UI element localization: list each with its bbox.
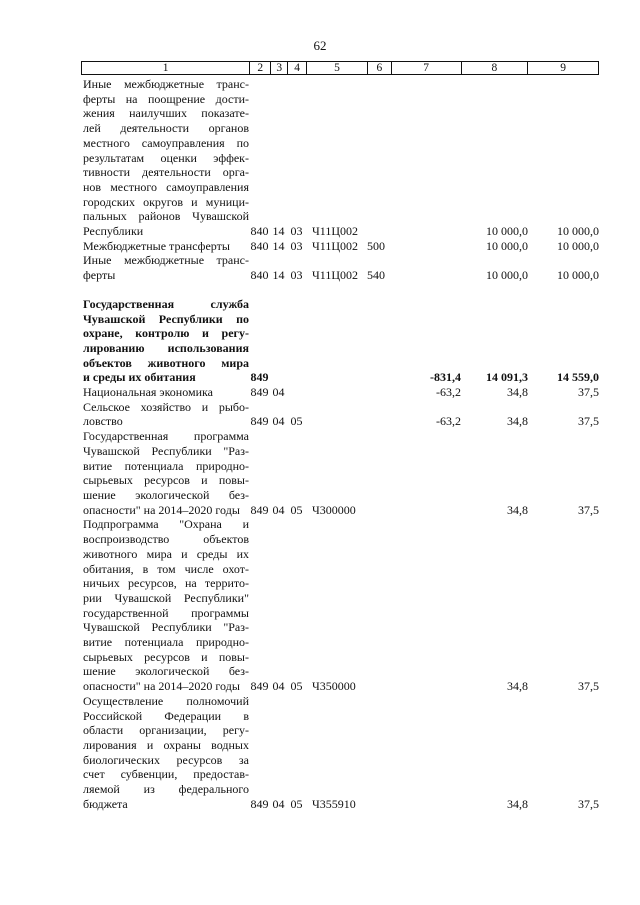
- cell-col-9: 37,5: [578, 414, 599, 429]
- cell-col-2: 849: [250, 679, 269, 694]
- cell-col-9: 10 000,0: [557, 268, 599, 283]
- cell-col-8: 34,8: [507, 414, 528, 429]
- description-line: сырьевых ресурсов и повы-: [83, 649, 249, 664]
- cell-col-5: Ч300000: [312, 502, 356, 517]
- description-line: пальных районов Чувашской: [83, 209, 249, 224]
- cell-col-4: 03: [290, 238, 303, 253]
- description-line: местного самоуправления по: [83, 135, 249, 150]
- column-header: 8: [461, 62, 528, 74]
- description-line: охране, контролю и регу-: [83, 326, 249, 341]
- description-line: витие потенциала природно-: [83, 635, 249, 650]
- description-line: шение экологической без-: [83, 664, 249, 679]
- description-line: обитания, в том числе охот-: [83, 561, 249, 576]
- description-line: лей деятельности органов: [83, 121, 249, 136]
- column-header: 9: [527, 62, 598, 74]
- row-description: [81, 385, 249, 400]
- description-line: лирования и охраны водных: [83, 737, 249, 752]
- cell-col-8: 34,8: [507, 679, 528, 694]
- description-line: ляемой из федерального: [83, 782, 249, 797]
- description-line: животного мира и среды их: [83, 546, 249, 561]
- cell-col-6: 500: [367, 238, 385, 253]
- cell-col-3: 04: [272, 385, 285, 400]
- description-line: Республики: [83, 224, 144, 239]
- description-line: Государственная программа: [83, 429, 249, 444]
- description-line: Национальная экономика: [83, 385, 213, 400]
- cell-col-2: 849: [250, 370, 269, 385]
- cell-col-4: 05: [290, 679, 303, 694]
- cell-col-4: 05: [290, 414, 303, 429]
- table-row: [81, 385, 599, 400]
- row-description: [81, 253, 249, 282]
- table-row: [81, 77, 599, 239]
- cell-col-3: 04: [272, 502, 285, 517]
- cell-col-8: 10 000,0: [486, 224, 528, 239]
- cell-col-3: 04: [272, 414, 285, 429]
- table-row: [81, 694, 599, 812]
- page-number: 62: [313, 38, 327, 53]
- cell-col-5: Ч11Ц002: [312, 224, 359, 239]
- cell-col-2: 849: [250, 385, 269, 400]
- cell-col-9: 10 000,0: [557, 238, 599, 253]
- description-line: ферты на поощрение дости-: [83, 91, 249, 106]
- description-line: витие потенциала природно-: [83, 458, 249, 473]
- description-line: Подпрограмма "Охрана и: [83, 517, 249, 532]
- cell-col-5: Ч11Ц002: [312, 268, 359, 283]
- cell-col-5: Ч350000: [312, 679, 356, 694]
- row-description: [81, 77, 249, 239]
- description-line: воспроизводство объектов: [83, 532, 249, 547]
- row-description: [81, 694, 249, 812]
- column-header: 5: [306, 62, 367, 74]
- description-line: результатам оценки эффек-: [83, 150, 249, 165]
- cell-col-2: 840: [250, 268, 269, 283]
- cell-col-8: 10 000,0: [486, 268, 528, 283]
- cell-col-7: -63,2: [436, 385, 461, 400]
- cell-col-8: 10 000,0: [486, 238, 528, 253]
- cell-col-9: 37,5: [578, 796, 599, 811]
- description-line: лированию использования: [83, 340, 249, 355]
- description-line: Иные межбюджетные транс-: [83, 253, 249, 268]
- cell-col-2: 849: [250, 796, 269, 811]
- cell-col-5: Ч11Ц002: [312, 238, 359, 253]
- cell-col-3: 14: [272, 224, 285, 239]
- description-line: биологических ресурсов за: [83, 752, 249, 767]
- row-description: [81, 239, 249, 254]
- cell-col-4: 03: [290, 224, 303, 239]
- cell-col-3: 04: [272, 679, 285, 694]
- description-line: рии Чувашской Республики": [83, 590, 249, 605]
- cell-col-8: 34,8: [507, 502, 528, 517]
- description-line: Сельское хозяйство и рыбо-: [83, 399, 249, 414]
- description-line: городских округов и муници-: [83, 194, 249, 209]
- description-line: жения наилучших показате-: [83, 106, 249, 121]
- cell-col-3: 04: [272, 796, 285, 811]
- description-line: ферты: [83, 268, 116, 283]
- description-line: счет субвенции, предостав-: [83, 767, 249, 782]
- description-line: опасности" на 2014–2020 годы: [83, 502, 240, 517]
- cell-col-2: 849: [250, 414, 269, 429]
- budget-table-body: [81, 77, 599, 811]
- table-row: [81, 517, 599, 693]
- cell-col-9: 37,5: [578, 679, 599, 694]
- cell-col-2: 840: [250, 238, 269, 253]
- cell-col-4: 05: [290, 796, 303, 811]
- cell-col-2: 840: [250, 224, 269, 239]
- description-line: шение экологической без-: [83, 487, 249, 502]
- description-line: тивности деятельности орга-: [83, 165, 249, 180]
- table-row: [81, 400, 599, 429]
- description-line: опасности" на 2014–2020 годы: [83, 679, 240, 694]
- cell-col-7: -831,4: [430, 370, 461, 385]
- description-line: бюджета: [83, 796, 128, 811]
- column-header: 7: [391, 62, 461, 74]
- description-line: Государственная служба: [83, 296, 249, 311]
- description-line: Российской Федерации в: [83, 708, 249, 723]
- description-line: Чувашской Республики по: [83, 311, 249, 326]
- row-description: [81, 517, 249, 693]
- column-header: 6: [367, 62, 391, 74]
- description-line: Чувашской Республики "Раз-: [83, 620, 249, 635]
- description-line: Межбюджетные трансферты: [83, 238, 230, 253]
- cell-col-5: Ч355910: [312, 796, 356, 811]
- description-line: Осуществление полномочий: [83, 693, 249, 708]
- description-line: нов местного самоуправления: [83, 179, 249, 194]
- description-line: сырьевых ресурсов и повы-: [83, 473, 249, 488]
- column-header: 2: [249, 62, 270, 74]
- row-description: [81, 429, 249, 517]
- table-header: [81, 61, 599, 75]
- description-line: области организации, регу-: [83, 723, 249, 738]
- cell-col-3: 14: [272, 238, 285, 253]
- table-row: [81, 253, 599, 282]
- description-line: ничьих ресурсов, на террито-: [83, 576, 249, 591]
- description-line: Чувашской Республики "Раз-: [83, 443, 249, 458]
- cell-col-9: 37,5: [578, 385, 599, 400]
- cell-col-8: 14 091,3: [486, 370, 528, 385]
- description-line: и среды их обитания: [83, 370, 196, 385]
- cell-col-3: 14: [272, 268, 285, 283]
- cell-col-4: 03: [290, 268, 303, 283]
- cell-col-8: 34,8: [507, 796, 528, 811]
- description-line: государственной программы: [83, 605, 249, 620]
- row-description: [81, 400, 249, 429]
- cell-col-9: 14 559,0: [557, 370, 599, 385]
- cell-col-2: 849: [250, 502, 269, 517]
- column-header: 4: [287, 62, 306, 74]
- cell-col-6: 540: [367, 268, 385, 283]
- table-row: [81, 297, 599, 385]
- row-description: [81, 297, 249, 385]
- description-line: ловство: [83, 414, 123, 429]
- description-line: объектов животного мира: [83, 355, 249, 370]
- column-header: 3: [270, 62, 287, 74]
- cell-col-8: 34,8: [507, 385, 528, 400]
- cell-col-9: 37,5: [578, 502, 599, 517]
- cell-col-7: -63,2: [436, 414, 461, 429]
- table-row: [81, 429, 599, 517]
- description-line: Иные межбюджетные транс-: [83, 77, 249, 91]
- cell-col-4: 05: [290, 502, 303, 517]
- cell-col-9: 10 000,0: [557, 224, 599, 239]
- column-header: 1: [162, 62, 169, 74]
- table-row: [81, 239, 599, 254]
